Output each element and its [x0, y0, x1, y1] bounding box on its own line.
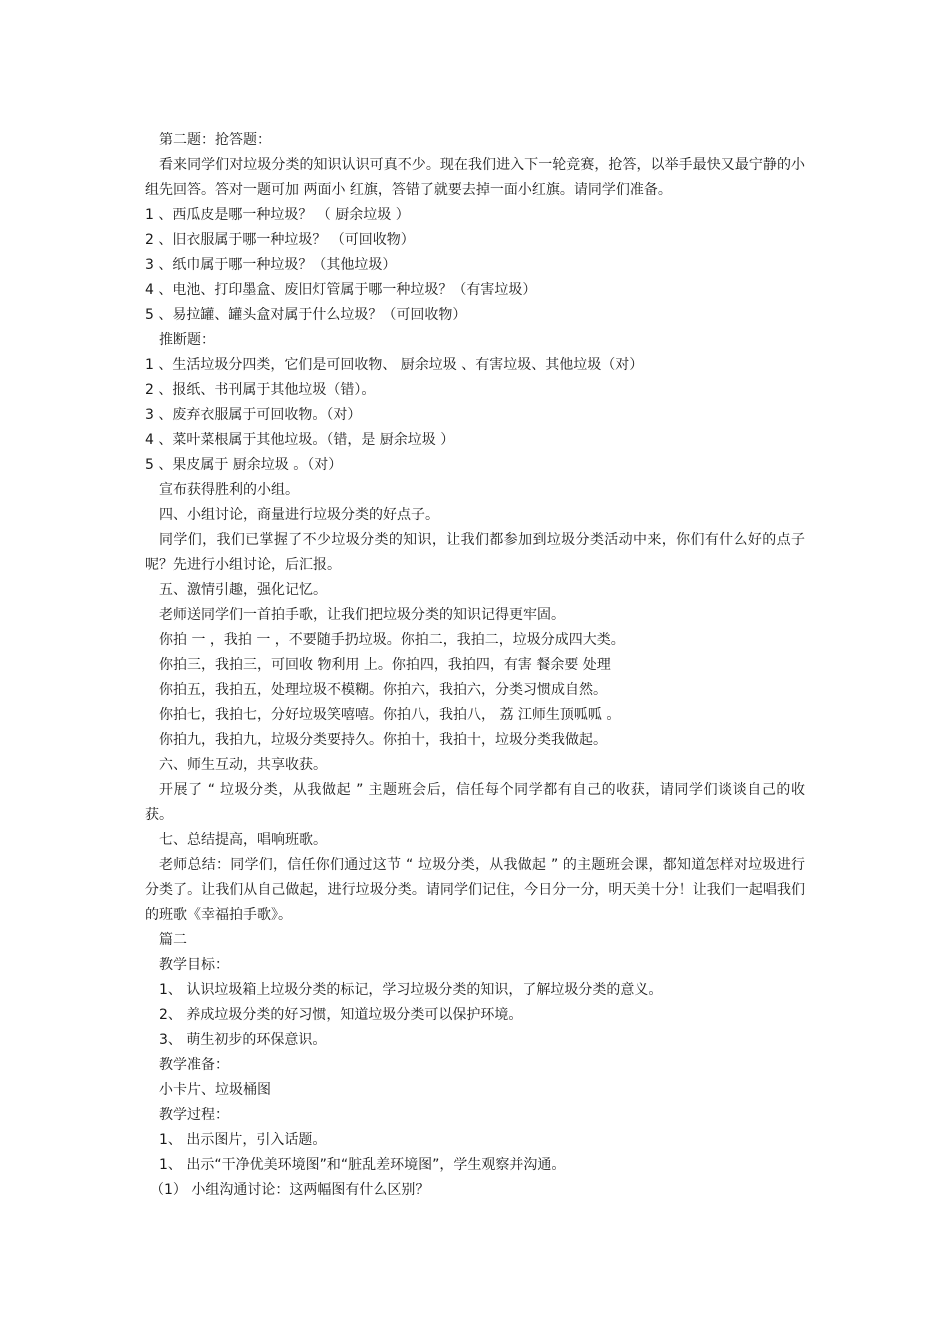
clapping-song-line-1: 你拍 一 ，我拍 一 ，不要随手扔垃圾。你拍二，我拍二，垃圾分成四大类。 — [159, 632, 625, 648]
teaching-goal-1: 1、 认识垃圾箱上垃圾分类的标记，学习垃圾分类的知识，了解垃圾分类的意义。 — [159, 982, 663, 998]
process-step-1b: 1、 出示“干净优美环境图”和“脏乱差环境图”，学生观察并沟通。 — [159, 1157, 566, 1173]
section-heading-7: 七、总结提高，唱响班歌。 — [159, 832, 327, 848]
judgement-5: 5 、果皮属于 厨余垃圾 。（对） — [145, 457, 343, 473]
teaching-process-heading: 教学过程： — [159, 1107, 229, 1123]
section-heading-judgement: 推断题： — [159, 332, 215, 348]
question-5: 5 、易拉罐、罐头盒对属于什么垃圾？（可回收物） — [145, 307, 467, 323]
paragraph-discussion: 同学们，我们已掌握了不少垃圾分类的知识，让我们都参加到垃圾分类活动中来，你们有什么好的点子呢？先进行小组讨论，后汇报。 — [145, 532, 805, 573]
process-substep-1: （1） 小组沟通讨论：这两幅图有什么区别？ — [150, 1182, 430, 1198]
clapping-song-line-4: 你拍七，我拍七，分好垃圾笑嘻嘻。你拍八，我拍八， 荔 江师生顶呱呱 。 — [159, 707, 621, 723]
teaching-goal-2: 2、 养成垃圾分类的好习惯，知道垃圾分类可以保护环境。 — [159, 1007, 523, 1023]
paragraph-summary: 老师总结：同学们，信任你们通过这节 “ 垃圾分类，从我做起 ” 的主题班会课，都知道怎样对垃圾进行分类了。让我们从自己做起，进行垃圾分类。请同学们记住，今日分一分，明天美十分！让我们一起唱我们的班歌《幸福拍手歌》。 — [145, 857, 805, 923]
clapping-song-line-5: 你拍九，我拍九，垃圾分类要持久。你拍十，我拍十，垃圾分类我做起。 — [159, 732, 607, 748]
document-page — [145, 128, 805, 1203]
section-heading-4: 四、小组讨论，商量进行垃圾分类的好点子。 — [159, 507, 439, 523]
question-4: 4 、电池、打印墨盒、废旧灯管属于哪一种垃圾？（有害垃圾） — [145, 282, 537, 298]
section-heading-quick-answer: 第二题：抢答题： — [159, 132, 271, 148]
paragraph-quick-answer-intro: 看来同学们对垃圾分类的知识认识可真不少。现在我们进入下一轮竞赛，抢答，以举手最快又最宁静的小组先回答。答对一题可加 两面小 红旗，答错了就要去掉一面小红旗。请同学们准备。 — [145, 157, 805, 198]
judgement-1: 1 、生活垃圾分四类，它们是可回收物、 厨余垃圾 、有害垃圾、其他垃圾（对） — [145, 357, 644, 373]
process-step-1: 1、 出示图片，引入话题。 — [159, 1132, 327, 1148]
section-heading-6: 六、师生互动，共享收获。 — [159, 757, 327, 773]
judgement-3: 3 、废弃衣服属于可回收物。（对） — [145, 407, 362, 423]
clapping-song-intro: 老师送同学们一首拍手歌，让我们把垃圾分类的知识记得更牢固。 — [159, 607, 565, 623]
clapping-song-line-2: 你拍三，我拍三，可回收 物利用 上。你拍四，我拍四，有害 餐余要 处理 — [159, 657, 611, 673]
teaching-goal-3: 3、 萌生初步的环保意识。 — [159, 1032, 327, 1048]
teaching-prep-items: 小卡片、垃圾桶图 — [159, 1082, 271, 1098]
question-3: 3 、纸巾属于哪一种垃圾？（其他垃圾） — [145, 257, 397, 273]
part-two-heading: 篇二 — [159, 932, 187, 948]
question-1: 1 、西瓜皮是哪一种垃圾？ （ 厨余垃圾 ） — [145, 207, 410, 223]
announce-winner: 宣布获得胜利的小组。 — [159, 482, 299, 498]
question-2: 2 、旧衣服属于哪一种垃圾？ （可回收物） — [145, 232, 415, 248]
judgement-2: 2 、报纸、书刊属于其他垃圾（错）。 — [145, 382, 376, 398]
paragraph-harvest: 开展了 “ 垃圾分类，从我做起 ” 主题班会后，信任每个同学都有自己的收获，请同学们谈谈自己的收获。 — [145, 782, 805, 823]
clapping-song-line-3: 你拍五，我拍五，处理垃圾不模糊。你拍六，我拍六，分类习惯成自然。 — [159, 682, 607, 698]
teaching-goals-heading: 教学目标： — [159, 957, 229, 973]
teaching-prep-heading: 教学准备： — [159, 1057, 229, 1073]
section-heading-5: 五、激情引趣，强化记忆。 — [159, 582, 327, 598]
judgement-4: 4 、菜叶菜根属于其他垃圾。（错，是 厨余垃圾 ） — [145, 432, 455, 448]
